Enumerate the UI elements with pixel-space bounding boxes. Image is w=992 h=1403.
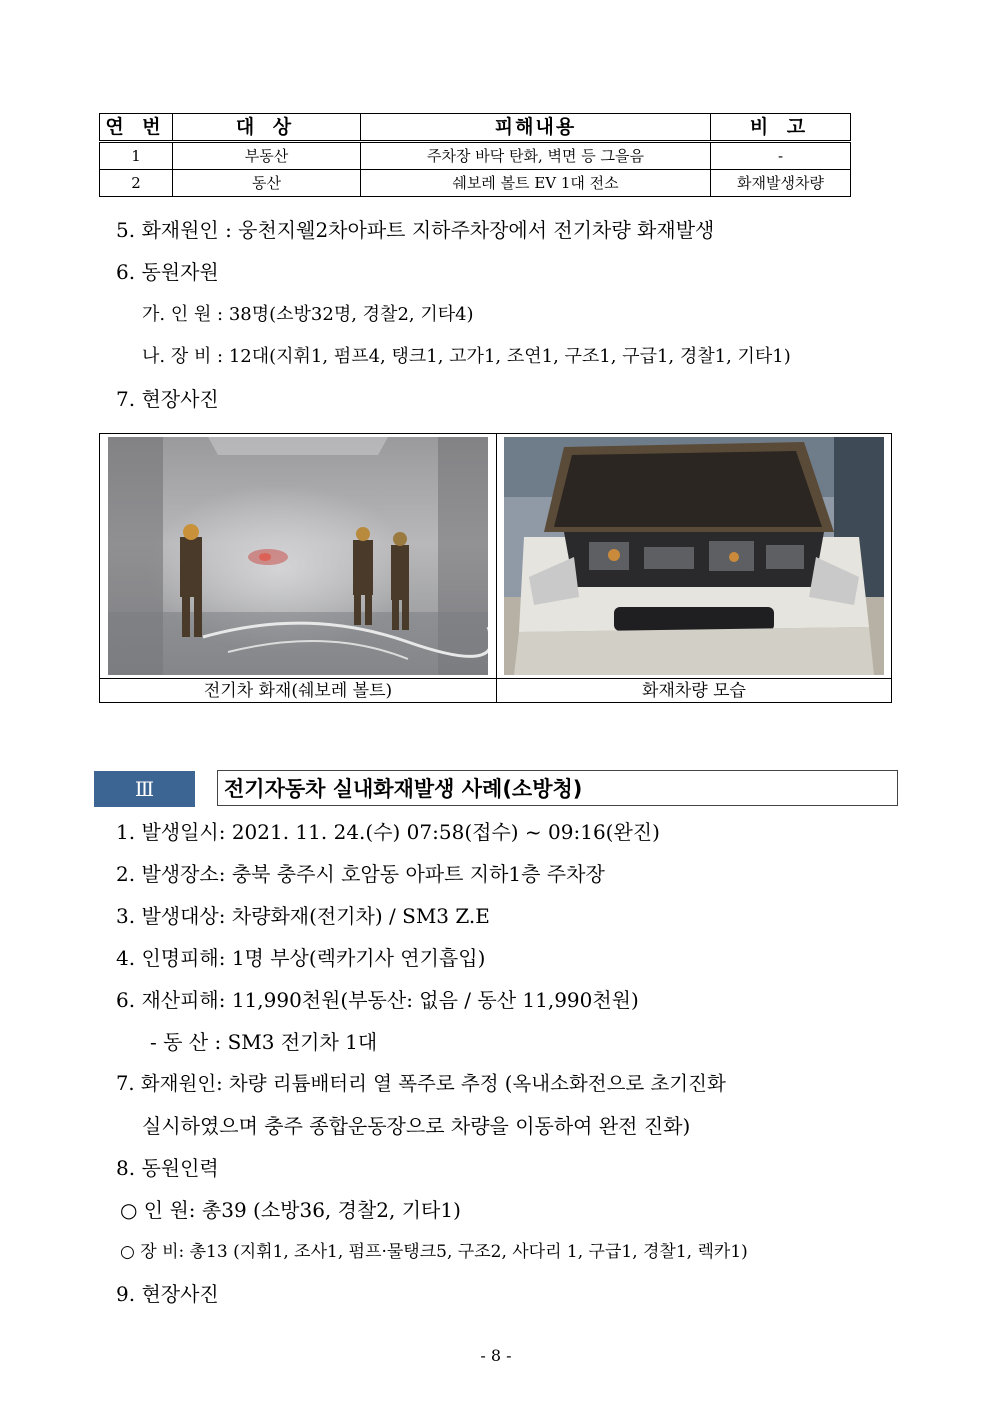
case2-line: ○ 장 비: 총13 (지휘1, 조사1, 펌프·물탱크5, 구조2, 사다리 1, 구급1, 경찰1, 렉카1) [120, 1242, 748, 1262]
photo-cell-right [497, 434, 891, 678]
cell: 부동산 [173, 142, 361, 170]
header-seq: 연 번 [100, 114, 173, 142]
cell: 주차장 바닥 탄화, 벽면 등 그을음 [361, 142, 711, 170]
case2-line: 8. 동원인력 [116, 1156, 219, 1180]
case2-line: - 동 산 : SM3 전기차 1대 [150, 1030, 378, 1054]
case2-line: 4. 인명피해: 1명 부상(렉카기사 연기흡입) [116, 946, 486, 970]
fire-scene-photo [108, 437, 488, 675]
cell: 쉐보레 볼트 EV 1대 전소 [361, 170, 711, 197]
photo-caption-left: 전기차 화재(쉐보레 볼트) [100, 679, 497, 703]
page-number: - 8 - [480, 1346, 512, 1365]
table-row [100, 170, 851, 197]
case1-photos-title: 7. 현장사진 [116, 387, 219, 411]
cell: 동산 [173, 170, 361, 197]
section-title-box [217, 770, 898, 806]
photo-caption-right: 화재차량 모습 [642, 681, 746, 701]
case1-personnel: 가. 인 원 : 38명(소방32명, 경찰2, 기타4) [142, 304, 474, 325]
photo-cell-left [100, 434, 497, 678]
case1-cause: 5. 화재원인 : 웅천지웰2차아파트 지하주차장에서 전기차량 화재발생 [116, 218, 715, 242]
case2-line: 6. 재산피해: 11,990천원(부동산: 없음 / 동산 11,990천원) [116, 988, 639, 1012]
section-title: 전기자동차 실내화재발생 사례(소방청) [224, 777, 583, 801]
header-target: 대 상 [173, 114, 361, 142]
cell: 화재발생차량 [711, 170, 851, 197]
case2-line: ○ 인 원: 총39 (소방36, 경찰2, 기타1) [120, 1198, 461, 1222]
burned-car-photo [504, 437, 884, 675]
cell: - [711, 142, 851, 170]
cell: 1 [100, 142, 173, 170]
case2-line: 9. 현장사진 [116, 1282, 219, 1306]
case1-equipment: 나. 장 비 : 12대(지휘1, 펌프4, 탱크1, 고가1, 조연1, 구조1, 구급1, 경찰1, 기타1) [142, 346, 791, 367]
case2-line: 실시하였으며 충주 종합운동장으로 차량을 이동하여 완전 진화) [142, 1114, 691, 1138]
case2-line: 2. 발생장소: 충북 충주시 호암동 아파트 지하1층 주차장 [116, 862, 605, 886]
table-row [100, 142, 851, 170]
header-content: 피해내용 [361, 114, 711, 142]
case1-resources-title: 6. 동원자원 [116, 260, 219, 284]
damage-table-header [100, 114, 851, 142]
section-number: Ⅲ [94, 771, 195, 807]
photo-table [99, 433, 892, 703]
header-note: 비 고 [711, 114, 851, 142]
case2-line: 7. 화재원인: 차량 리튬배터리 열 폭주로 추정 (옥내소화전으로 초기진화 [116, 1072, 726, 1095]
cell: 2 [100, 170, 173, 197]
case2-line: 3. 발생대상: 차량화재(전기차) / SM3 Z.E [116, 904, 490, 928]
case2-line: 1. 발생일시: 2021. 11. 24.(수) 07:58(접수) ~ 09:16(완진) [116, 820, 660, 844]
damage-table [99, 113, 851, 197]
photo-caption-row [100, 678, 891, 703]
